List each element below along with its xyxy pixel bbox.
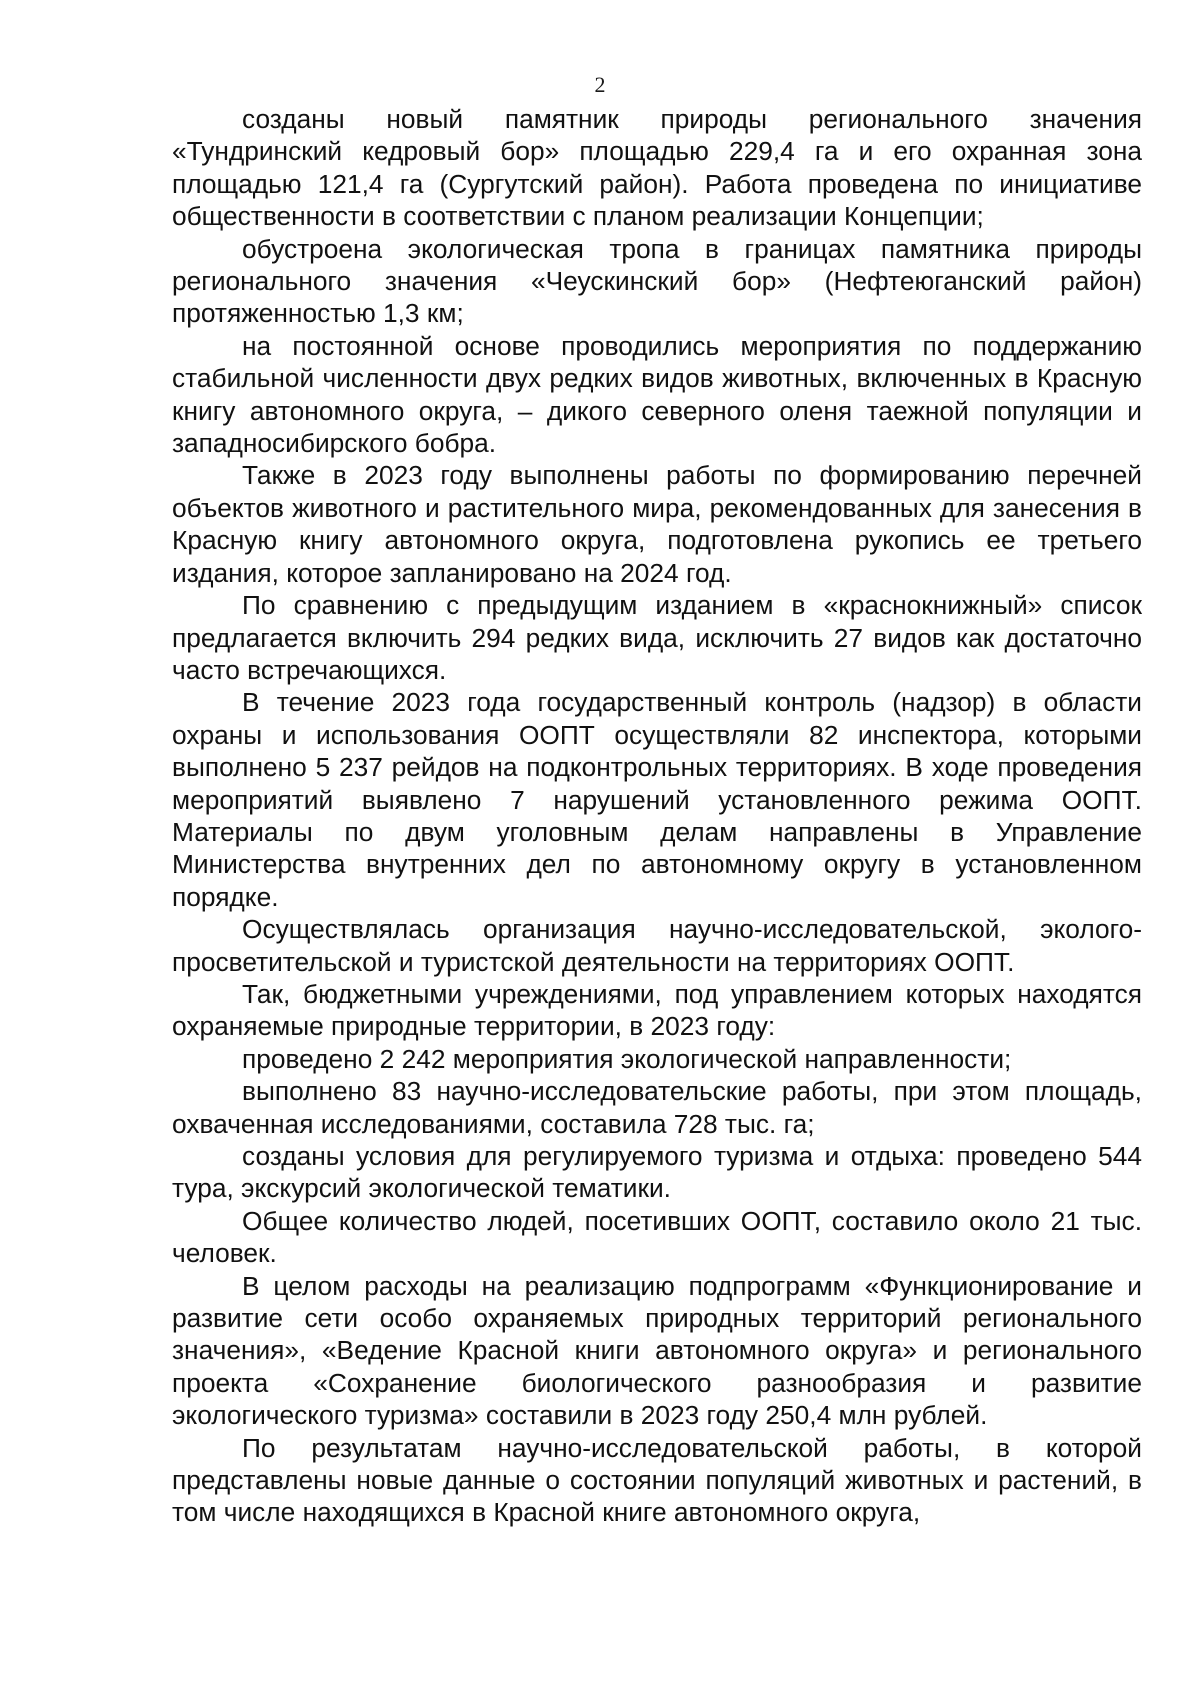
document-body [172, 103, 1142, 1529]
paragraph-red-book-comparison: По сравнению с предыдущим изданием в «краснокнижный» список предлагается включить 294 редких вида, исключить 27 видов как достаточно часто встречающихся. [172, 590, 1142, 685]
paragraph-rare-species-support: на постоянной основе проводились мероприятия по поддержанию стабильной численности двух редких видов животных, включенных в Красную книгу автономного округа, – дикого северного оленя таежной популяции и западносибирского бобра. [172, 330, 1142, 459]
paragraph-red-book-lists: Также в 2023 году выполнены работы по формированию перечней объектов животного и растительного мира, рекомендованных для занесения в Красную книгу автономного округа, подготовлена рукопись ее третьего издания, которое запланировано на 2024 год. [172, 460, 1142, 588]
paragraph-research-results: По результатам научно-исследовательской работы, в которой представлены новые данные о состоянии популяций животных и растений, в том числе находящихся в Красной книге автономного округа, [172, 1432, 1142, 1528]
paragraph-events-held: проведено 2 242 мероприятия экологической направленности; [242, 1043, 1012, 1074]
paragraph-tourism-conditions: созданы условия для регулируемого туризма и отдыха: проведено 544 тура, экскурсий экологической тематики. [172, 1141, 1142, 1204]
paragraph-new-nature-monument: созданы новый памятник природы регионального значения «Тундринский кедровый бор» площадью 229,4 га и его охранная зона площадью 121,4 га (Сургутский район). Работа проведена по инициативе общественности в соответствии с планом реализации Концепции; [172, 104, 1142, 232]
paragraph-state-control: В течение 2023 года государственный контроль (надзор) в области охраны и использования ООПТ осуществляли 82 инспектора, которыми выполнено 5 237 рейдов на подконтрольных территориях. В ходе проведения мероприятий выявлено 7 нарушений установленного режима ООПТ. Материалы по двум уголовным делам направлены в Управление Министерства внутренних дел по автономному округу в установленном порядке. [172, 687, 1142, 912]
paragraph-budget-institutions: Так, бюджетными учреждениями, под управлением которых находятся охраняемые природные территории, в 2023 году: [172, 978, 1142, 1042]
paragraph-research-organization: Осуществлялась организация научно-исследовательской, эколого-просветительской и туристской деятельности на территориях ООПТ. [172, 914, 1142, 977]
page-number: 2 [594, 72, 606, 97]
paragraph-research-works: выполнено 83 научно-исследовательские работы, при этом площадь, охваченная исследованиями, составила 728 тыс. га; [172, 1076, 1142, 1139]
paragraph-visitors-count: Общее количество людей, посетивших ООПТ, составило около 21 тыс. человек. [172, 1205, 1142, 1269]
paragraph-ecological-trail: обустроена экологическая тропа в границах памятника природы регионального значения «Чеускинский бор» (Нефтеюганский район) протяженностью 1,3 км; [172, 233, 1142, 329]
paragraph-expenditures: В целом расходы на реализацию подпрограмм «Функционирование и развитие сети особо охраняемых природных территорий регионального значения», «Ведение Красной книги автономного округа» и регионального проекта «Сохранение биологического разнообразия и развитие экологического туризма» составили в 2023 году 250,4 млн рублей. [172, 1270, 1142, 1431]
